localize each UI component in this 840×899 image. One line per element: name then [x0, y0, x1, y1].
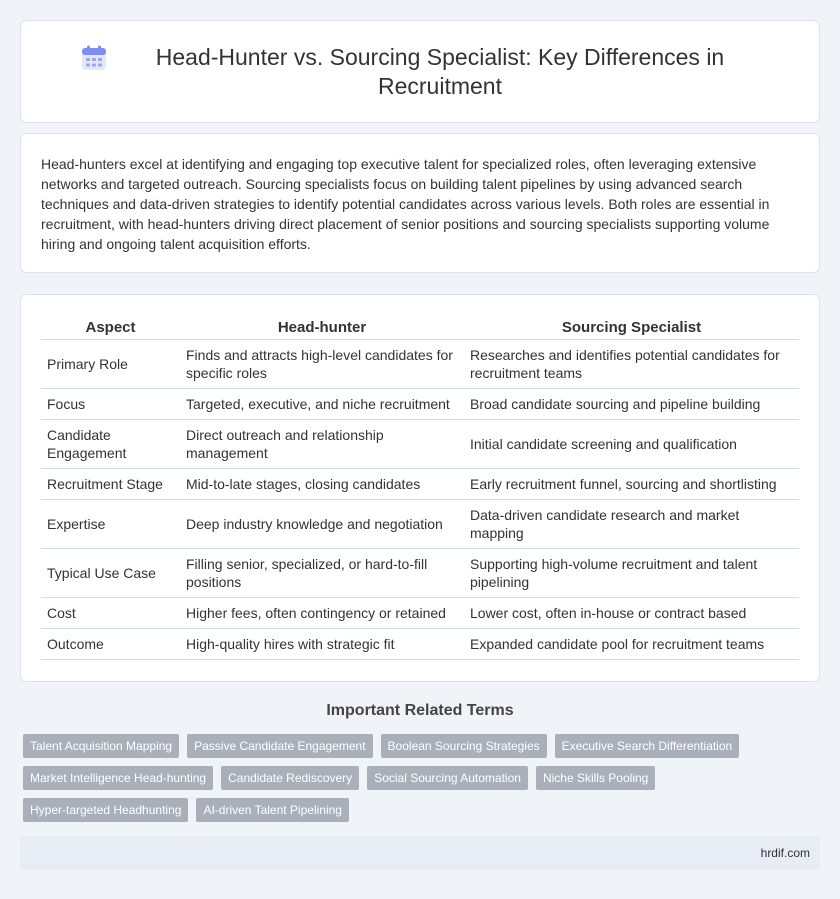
table-cell-aspect: Typical Use Case: [41, 548, 180, 597]
table-cell-head-hunter: Finds and attracts high-level candidates for specific roles: [180, 339, 464, 388]
table-cell-sourcing-specialist: Early recruitment funnel, sourcing and shortlisting: [464, 468, 799, 499]
table-cell-sourcing-specialist: Data-driven candidate research and market mapping: [464, 499, 799, 548]
header-card: [20, 20, 820, 123]
table-cell-aspect: Cost: [41, 597, 180, 628]
table-cell-aspect: Candidate Engagement: [41, 419, 180, 468]
comparison-table-card: [20, 294, 820, 682]
related-term-tag[interactable]: Candidate Rediscovery: [221, 766, 359, 790]
related-term-tag[interactable]: AI-driven Talent Pipelining: [196, 798, 349, 822]
table-row: [41, 339, 799, 388]
table-cell-head-hunter: Targeted, executive, and niche recruitment: [180, 388, 464, 419]
table-row: [41, 548, 799, 597]
table-cell-sourcing-specialist: Broad candidate sourcing and pipeline building: [464, 388, 799, 419]
table-row: [41, 499, 799, 548]
table-cell-aspect: Expertise: [41, 499, 180, 548]
column-header-sourcing-specialist: Sourcing Specialist: [464, 317, 799, 339]
header-inner: [81, 43, 759, 101]
related-terms-list: [20, 734, 820, 822]
table-row: [41, 468, 799, 499]
table-cell-aspect: Recruitment Stage: [41, 468, 180, 499]
column-header-head-hunter: Head-hunter: [180, 317, 464, 339]
footer: [20, 836, 820, 870]
related-term-tag[interactable]: Market Intelligence Head-hunting: [23, 766, 213, 790]
related-term-tag[interactable]: Talent Acquisition Mapping: [23, 734, 179, 758]
table-cell-aspect: Outcome: [41, 628, 180, 659]
column-header-aspect: Aspect: [41, 317, 180, 339]
related-term-tag[interactable]: Social Sourcing Automation: [367, 766, 528, 790]
table-cell-sourcing-specialist: Supporting high-volume recruitment and talent pipelining: [464, 548, 799, 597]
table-cell-aspect: Primary Role: [41, 339, 180, 388]
table-cell-sourcing-specialist: Expanded candidate pool for recruitment teams: [464, 628, 799, 659]
table-row: [41, 419, 799, 468]
comparison-table: [41, 317, 799, 660]
table-cell-head-hunter: High-quality hires with strategic fit: [180, 628, 464, 659]
table-cell-sourcing-specialist: Researches and identifies potential candidates for recruitment teams: [464, 339, 799, 388]
table-cell-head-hunter: Filling senior, specialized, or hard-to-fill positions: [180, 548, 464, 597]
related-term-tag[interactable]: Niche Skills Pooling: [536, 766, 655, 790]
footer-site-link[interactable]: hrdif.com: [760, 846, 810, 860]
table-cell-head-hunter: Mid-to-late stages, closing candidates: [180, 468, 464, 499]
related-term-tag[interactable]: Executive Search Differentiation: [555, 734, 740, 758]
related-term-tag[interactable]: Boolean Sourcing Strategies: [381, 734, 547, 758]
calendar-icon: [81, 45, 107, 71]
table-row: [41, 628, 799, 659]
table-header-row: [41, 317, 799, 339]
related-term-tag[interactable]: Passive Candidate Engagement: [187, 734, 372, 758]
page-title: Head-Hunter vs. Sourcing Specialist: Key Differences in Recruitment: [155, 43, 725, 99]
table-cell-sourcing-specialist: Initial candidate screening and qualification: [464, 419, 799, 468]
table-cell-head-hunter: Higher fees, often contingency or retained: [180, 597, 464, 628]
table-row: [41, 597, 799, 628]
table-cell-head-hunter: Direct outreach and relationship management: [180, 419, 464, 468]
related-terms-title: Important Related Terms: [326, 702, 514, 719]
table-row: [41, 388, 799, 419]
table-cell-head-hunter: Deep industry knowledge and negotiation: [180, 499, 464, 548]
intro-card: [20, 133, 820, 273]
related-term-tag[interactable]: Hyper-targeted Headhunting: [23, 798, 188, 822]
table-cell-sourcing-specialist: Lower cost, often in-house or contract based: [464, 597, 799, 628]
table-cell-aspect: Focus: [41, 388, 180, 419]
intro-text: Head-hunters excel at identifying and engaging top executive talent for specialized roles, often leveraging extensive networks and targeted outreach. Sourcing specialists focus on building talent pipelines by using advanced search techniques and data-driven strategies to identify potential candidates across various levels. Both roles are essential in recruitment, with head-hunters driving direct placement of senior positions and sourcing specialists supporting volume hiring and ongoing talent acquisition efforts.: [41, 156, 770, 252]
